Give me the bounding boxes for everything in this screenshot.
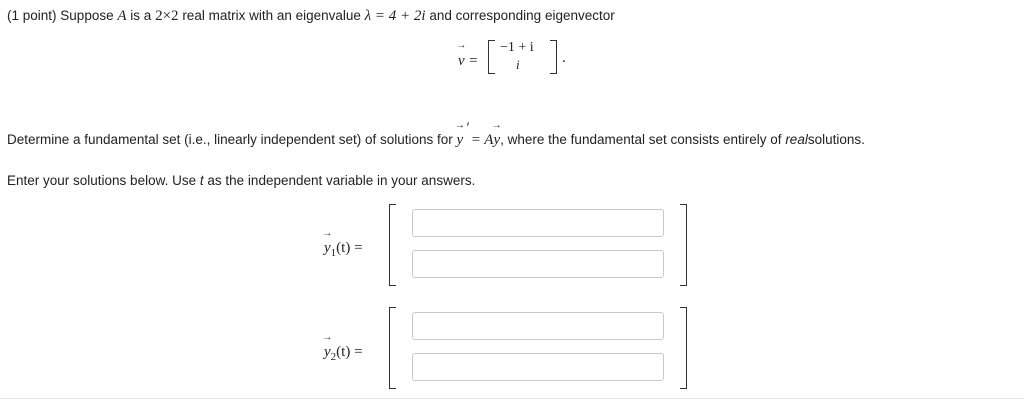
vector-arrow-icon: → xyxy=(491,120,502,131)
entry-text-b: as the independent variable in your answers. xyxy=(207,173,476,188)
intro-text-2: is a xyxy=(130,8,152,23)
right-bracket xyxy=(550,40,557,74)
entry-text-a: Enter your solutions below. Use xyxy=(7,173,197,188)
y1-component-2-input[interactable] xyxy=(412,250,664,278)
vector-arrow-icon: → xyxy=(322,228,333,239)
real-word: real xyxy=(785,132,808,147)
eigenvector-top: −1 + i xyxy=(500,40,534,55)
bottom-divider xyxy=(0,398,1024,399)
entry-instructions xyxy=(7,173,475,188)
intro-text-3: real matrix with an eigenvalue xyxy=(182,8,361,23)
y2-right-bracket xyxy=(680,307,687,389)
y2-vector: → y xyxy=(322,332,333,360)
vector-arrow-icon: → xyxy=(456,40,467,51)
vector-arrow-icon: → xyxy=(454,120,465,131)
points-label: (1 point) xyxy=(7,8,57,23)
y2-component-2-input[interactable] xyxy=(412,353,664,381)
vector-v: → v xyxy=(456,40,467,69)
matrix-dims: 2×2 xyxy=(155,8,179,24)
instruction-text xyxy=(7,120,865,149)
period: . xyxy=(562,50,566,66)
y1-left-bracket xyxy=(389,204,396,286)
y1-component-1-input[interactable] xyxy=(412,209,664,237)
y-vector: → y xyxy=(491,120,502,148)
matrix-symbol: A xyxy=(117,8,127,24)
instruction-part-b: , where the fundamental set consists entirely of xyxy=(500,132,782,147)
y2-left-bracket xyxy=(389,307,396,389)
independent-variable: t xyxy=(199,173,204,188)
equation-rhs: = A xyxy=(470,132,494,148)
instruction-part-a: Determine a fundamental set (i.e., linearly independent set) of solutions for xyxy=(7,132,453,147)
y1-label: → $y_1(t)$ = xyxy=(322,228,363,259)
intro-text: Suppose xyxy=(60,8,114,23)
intro-text-4: and corresponding eigenvector xyxy=(429,8,615,23)
equals-sign: = xyxy=(469,53,478,69)
y-prime: → y ′ xyxy=(454,120,470,148)
eigenvector-bottom: i xyxy=(516,57,520,72)
left-bracket xyxy=(488,40,495,74)
y2-label: → $y_2(t)$ = xyxy=(322,332,363,363)
y1-right-bracket xyxy=(680,204,687,286)
y2-component-1-input[interactable] xyxy=(412,312,664,340)
problem-statement xyxy=(7,8,615,25)
y1-vector: → y xyxy=(322,228,333,256)
vector-arrow-icon: → xyxy=(322,332,333,343)
instruction-part-c: solutions. xyxy=(807,132,865,147)
eigenvalue: λ = 4 + 2i xyxy=(364,8,426,24)
